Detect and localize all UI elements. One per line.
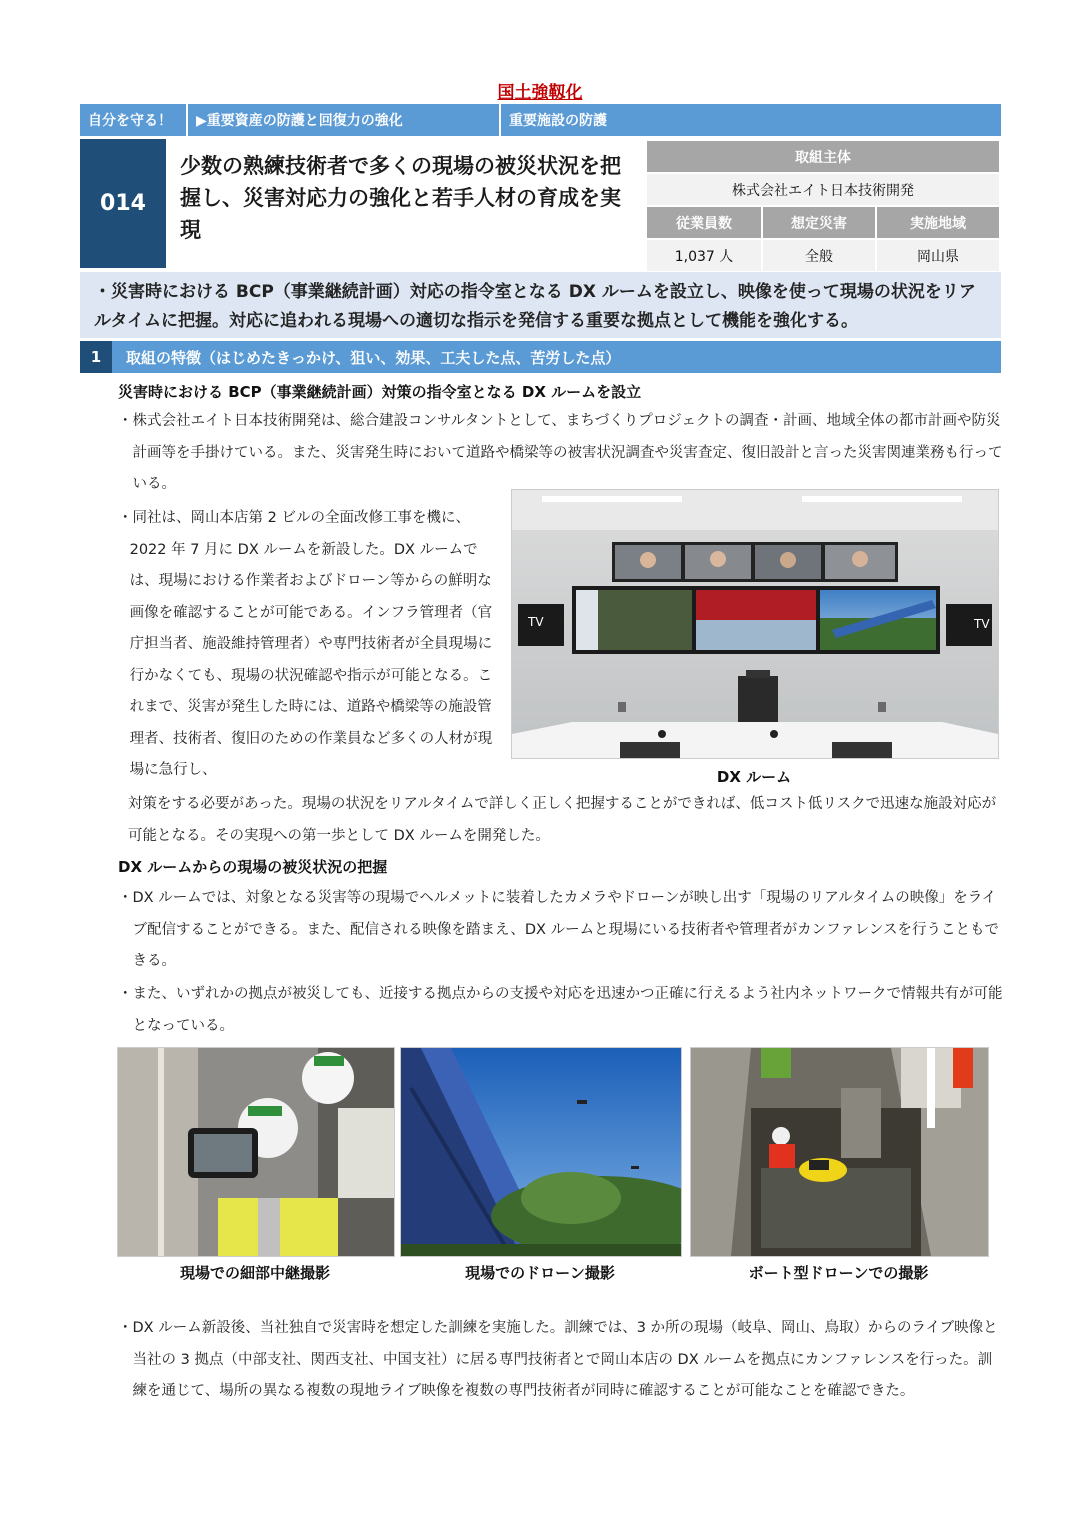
paragraph-dx-room-continued: 対策をする必要があった。現場の状況をリアルタイムで詳しく正しく把握することができれば、低コスト低リスクで迅速な施設対応が可能となる。その実現への第一歩として DX ルームを開発した。 <box>128 796 997 844</box>
photo-detail-relay <box>117 1047 395 1257</box>
caption-dx-room: DX ルーム <box>716 768 792 786</box>
org-value: 株式会社エイト日本技術開発 <box>646 173 1000 206</box>
tv-label-right: TV <box>974 617 990 631</box>
photo-drone <box>400 1047 682 1257</box>
region-label: 実施地域 <box>876 206 1000 239</box>
category-self-protect: 自分を守る！ <box>80 104 188 136</box>
drone-image <box>401 1048 681 1256</box>
boat-drone-image <box>691 1048 988 1256</box>
category-bar <box>80 104 1001 136</box>
top-title: 国土強靱化 <box>497 83 583 103</box>
subhead-situation-grasp: DX ルームからの現場の被災状況の把握 <box>118 858 388 876</box>
disaster-label: 想定災害 <box>762 206 876 239</box>
org-label: 取組主体 <box>646 140 1000 173</box>
employees-label: 従業員数 <box>646 206 762 239</box>
disaster-value: 全般 <box>762 239 876 272</box>
dx-room-photo <box>511 489 999 759</box>
summary-box: ・災害時における BCP（事業継続計画）対応の指令室となる DX ルームを設立し、映像を使って現場の状況をリアルタイムに把握。対応に追われる現場への適切な指示を発信する重要な拠点として機能を強化する。 <box>80 272 1001 338</box>
paragraph-network: ・また、いずれかの拠点が被災しても、近接する拠点からの支援や対応を迅速かつ正確に行えるよう社内ネットワークで情報共有が可能となっている。 <box>118 986 1003 1034</box>
region-value: 岡山県 <box>876 239 1000 272</box>
paragraph-live-stream: ・DX ルームでは、対象となる災害等の現場でヘルメットに装着したカメラやドローンが映し出す「現場のリアルタイムの映像」をライブ配信することができる。また、配信される映像を踏まえ、DX ルームと現場にいる技術者や管理者がカンファレンスを行うこともできる。 <box>118 890 999 969</box>
section-title: 取組の特徴（はじめたきっかけ、狙い、効果、工夫した点、苦労した点） <box>126 348 621 367</box>
paragraph-company: ・株式会社エイト日本技術開発は、総合建設コンサルタントとして、まちづくりプロジェクトの調査・計画、地域全体の都市計画や防災計画等を手掛けている。また、災害発生時において道路や橋梁等の被害状況調査や災害査定、復旧設計と言った災害関連業務も行っている。 <box>118 413 1003 492</box>
category-asset-protection: ▶重要資産の防護と回復力の強化 <box>188 104 501 136</box>
dx-room-image <box>512 490 998 758</box>
category-facility-protection: 重要施設の防護 <box>501 104 1001 136</box>
case-number: 014 <box>80 139 166 268</box>
caption-boat-drone: ボート型ドローンでの撮影 <box>748 1264 929 1282</box>
caption-drone: 現場でのドローン撮影 <box>465 1264 615 1282</box>
detail-relay-image <box>118 1048 394 1256</box>
section-header <box>80 341 1001 373</box>
photo-boat-drone <box>690 1047 989 1257</box>
section-number: 1 <box>80 341 112 373</box>
employees-value: 1,037 人 <box>646 239 762 272</box>
tv-label-left: TV <box>528 615 544 629</box>
paragraph-training: ・DX ルーム新設後、当社独自で災害時を想定した訓練を実施した。訓練では、3 か所の現場（岐阜、岡山、鳥取）からのライブ映像と当社の 3 拠点（中部支社、関西支社、中国支社）に居る専門技術者とで岡山本店の DX ルームを拠点にカンファレンスを行った。訓練を通じて、場所の異なる複数の現地ライブ映像を複数の専門技術者が同時に確認することが可能なことを確認できた。 <box>118 1320 998 1399</box>
paragraph-dx-room-left: ・同社は、岡山本店第 2 ビルの全面改修工事を機に、2022 年 7 月に DX ルームを新設した。DX ルームでは、現場における作業者およびドローン等からの鮮明な画像を確認することが可能である。インフラ管理者（官庁担当者、施設維持管理者）や専門技術者が全員現場に行かなくても、現場の状況確認や指示が可能となる。これまで、災害が発生した時には、道路や橋梁等の施設管理者、技術者、復旧のための作業員など多くの人材が現場に急行し、 <box>118 510 493 778</box>
page-title: 少数の熟練技術者で多くの現場の被災状況を把握し、災害対応力の強化と若手人材の育成を実現 <box>180 154 621 242</box>
caption-detail-relay: 現場での細部中継撮影 <box>179 1264 330 1282</box>
info-table <box>645 139 1001 273</box>
subhead-dx-room: 災害時における BCP（事業継続計画）対策の指令室となる DX ルームを設立 <box>118 383 642 401</box>
